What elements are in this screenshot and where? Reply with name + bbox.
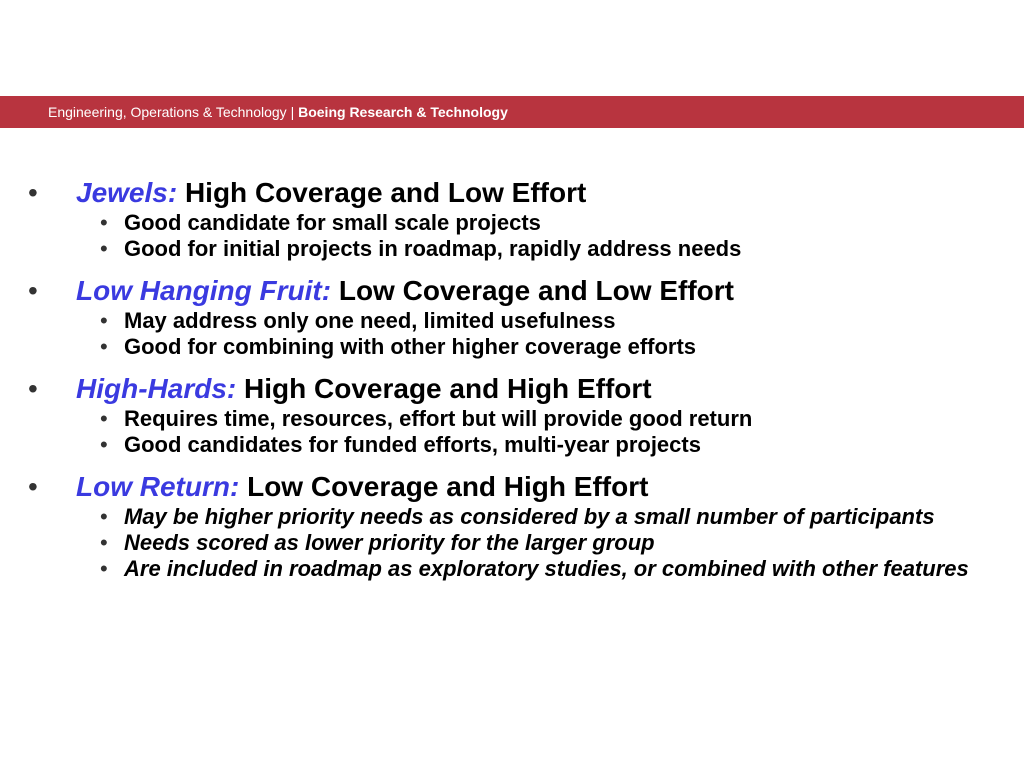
list-item <box>28 236 1008 262</box>
list-item <box>28 556 1008 582</box>
list-item-text: Needs scored as lower priority for the larger group <box>124 530 655 555</box>
bullet-icon: • <box>100 308 108 333</box>
list-item <box>28 308 1008 334</box>
bullet-icon: • <box>100 556 108 581</box>
list-item-text: Are included in roadmap as exploratory studies, or combined with other features <box>124 556 969 581</box>
list-item-text: Good candidates for funded efforts, multi-year projects <box>124 432 701 457</box>
header-unit: Boeing Research & Technology <box>298 104 508 120</box>
slide-content <box>28 176 1008 594</box>
section-heading <box>28 176 1008 210</box>
bullet-icon: • <box>28 373 38 404</box>
bullet-icon: • <box>28 471 38 502</box>
section-high-hards <box>28 372 1008 458</box>
category-label: High-Hards: <box>76 373 237 404</box>
header-text <box>48 96 508 128</box>
list-item <box>28 210 1008 236</box>
list-item-text: Good for initial projects in roadmap, rapidly address needs <box>124 236 742 261</box>
section-heading <box>28 470 1008 504</box>
header-org: Engineering, Operations & Technology <box>48 104 287 120</box>
list-item <box>28 432 1008 458</box>
section-heading <box>28 274 1008 308</box>
bullet-icon: • <box>100 432 108 457</box>
bullet-icon: • <box>28 275 38 306</box>
category-summary: High Coverage and High Effort <box>244 373 652 404</box>
category-summary: High Coverage and Low Effort <box>184 177 587 208</box>
section-low-hanging-fruit <box>28 274 1008 360</box>
list-item <box>28 406 1008 432</box>
category-label: Jewels: <box>76 177 178 208</box>
bullet-icon: • <box>28 177 38 208</box>
section-heading <box>28 372 1008 406</box>
bullet-icon: • <box>100 210 108 235</box>
bullet-icon: • <box>100 504 108 529</box>
category-label: Low Hanging Fruit: <box>76 275 332 306</box>
list-item-text: Good for combining with other higher coverage efforts <box>124 334 697 359</box>
list-item <box>28 530 1008 556</box>
list-item <box>28 504 1008 530</box>
section-jewels <box>28 176 1008 262</box>
header-separator: | <box>286 104 299 120</box>
category-summary: Low Coverage and High Effort <box>247 471 649 502</box>
list-item-text: Requires time, resources, effort but will provide good return <box>124 406 753 431</box>
category-label: Low Return: <box>76 471 240 502</box>
bullet-icon: • <box>100 530 108 555</box>
header-bar <box>0 96 1024 128</box>
bullet-icon: • <box>100 236 108 261</box>
list-item-text: Good candidate for small scale projects <box>124 210 541 235</box>
list-item-text: May address only one need, limited usefulness <box>124 308 616 333</box>
bullet-icon: • <box>100 334 108 359</box>
list-item-text: May be higher priority needs as considered by a small number of participants <box>124 504 935 529</box>
section-low-return <box>28 470 1008 582</box>
category-summary: Low Coverage and Low Effort <box>338 275 734 306</box>
list-item <box>28 334 1008 360</box>
bullet-icon: • <box>100 406 108 431</box>
